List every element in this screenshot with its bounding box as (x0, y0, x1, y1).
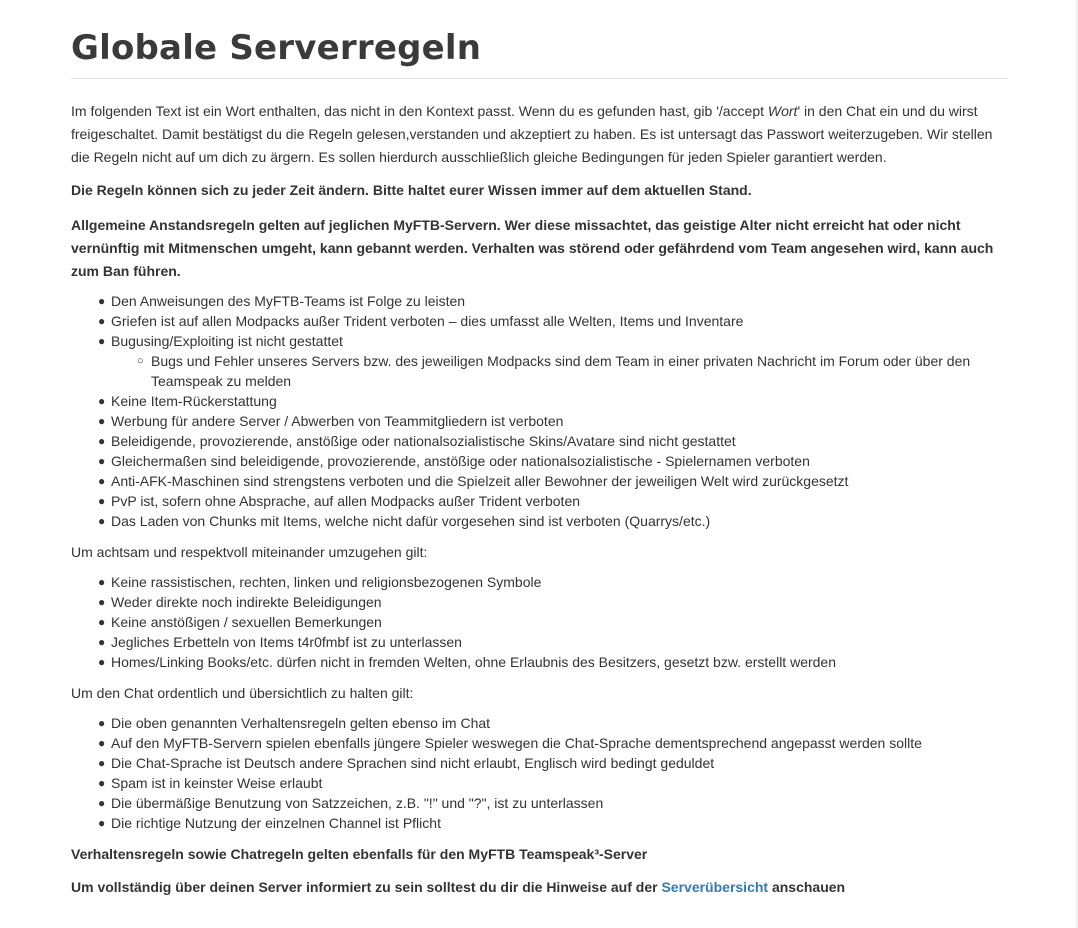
list-item: ● Keine rassistischen, rechten, linken und religionsbezogenen Symbole (98, 574, 542, 590)
bugusing-sublist (111, 351, 1008, 391)
bullet-icon: ● (98, 756, 106, 770)
change-notice: Die Regeln können sich zu jeder Zeit ändern. Bitte haltet eurer Wissen immer auf dem aktuellen Stand. (71, 182, 752, 198)
chat-heading: Um den Chat ordentlich und übersichtlich zu halten gilt: (71, 685, 414, 701)
sub-list-item: ○ Bugs und Fehler unseres Servers bzw. des jeweiligen Modpacks sind dem Team in einer privaten Nachricht im Forum oder über den Teamspeak zu melden (137, 353, 971, 389)
list-item: ● Keine anstößigen / sexuellen Bemerkungen (98, 614, 382, 630)
general-rules-paragraph: Allgemeine Anstandsregeln gelten auf jeglichen MyFTB-Servern. Wer diese missachtet, das geistige Alter nicht erreicht hat oder nicht vernünftig mit Mitmenschen umgeht, kann gebannt werden. Verhalten was störend oder gefährdend vom Team angesehen wird, kann auch zum Ban führen. (71, 217, 994, 279)
bullet-icon: ● (98, 796, 106, 810)
bullet-icon: ● (98, 776, 106, 790)
respect-heading: Um achtsam und respektvoll miteinander umzugehen gilt: (71, 544, 428, 560)
list-item: ● Den Anweisungen des MyFTB-Teams ist Folge zu leisten (98, 293, 466, 309)
server-overview-link[interactable]: Serverübersicht (661, 879, 769, 895)
list-item: ● Werbung für andere Server / Abwerben von Teammitgliedern ist verboten (98, 413, 564, 429)
list-item: ● Die richtige Nutzung der einzelnen Channel ist Pflicht (98, 815, 441, 831)
intro-text-start: Im folgenden Text ist ein Wort enthalten, das nicht in den Kontext passt. Wenn du es gefunden hast, gib '/accept (71, 103, 768, 119)
list-item: ● Anti-AFK-Maschinen sind strengstens verboten und die Spielzeit aller Bewohner der jeweiligen Welt wird zurückgesetzt (98, 473, 849, 489)
footer-text-start: Um vollständig über deinen Server informiert zu sein solltest du dir die Hinweise auf der (71, 879, 662, 895)
list-item: ● Weder direkte noch indirekte Beleidigungen (98, 594, 382, 610)
list-item: ● Die oben genannten Verhaltensregeln gelten ebenso im Chat (98, 715, 491, 731)
intro-italic-word: Wort (767, 103, 798, 119)
list-item: ● PvP ist, sofern ohne Absprache, auf allen Modpacks außer Trident verboten (98, 493, 581, 509)
bullet-icon: ● (98, 736, 106, 750)
list-item: ● Griefen ist auf allen Modpacks außer Trident verboten – dies umfasst alle Welten, Items und Inventare (98, 313, 744, 329)
bullet-icon: ● (98, 474, 106, 488)
bullet-icon: ● (98, 716, 106, 730)
list-item: ● Bugusing/Exploiting ist nicht gestattet ○ Bugs und Fehler unseres Servers bzw. des jeweiligen Modpacks sind dem Team in einer privaten Nachricht im Forum oder über den Teamspeak zu melden (111, 331, 1008, 391)
general-rules-list (71, 291, 1008, 531)
rules-content (71, 0, 1008, 899)
footer-paragraph (71, 876, 1008, 899)
circle-bullet-icon: ○ (137, 355, 144, 367)
intro-paragraph (71, 100, 1008, 169)
list-item: ● Die übermäßige Benutzung von Satzzeichen, z.B. "!" und "?", ist zu unterlassen (98, 795, 604, 811)
footer-text-end: anschauen (768, 879, 846, 895)
title-divider (71, 78, 1008, 79)
list-item: ● Gleichermaßen sind beleidigende, provozierende, anstößige oder nationalsozialistische - Spielernamen verboten (98, 453, 810, 469)
bullet-icon: ● (98, 615, 106, 629)
bullet-icon: ● (98, 575, 106, 589)
bullet-icon: ● (98, 334, 106, 348)
bullet-icon: ● (98, 816, 106, 830)
list-item: ● Beleidigende, provozierende, anstößige oder nationalsozialistische Skins/Avatare sind nicht gestattet (98, 433, 736, 449)
bullet-icon: ● (98, 454, 106, 468)
respect-rules-list (71, 572, 1008, 672)
bullet-icon: ● (98, 414, 106, 428)
chat-rules-list (71, 713, 1008, 833)
bullet-icon: ● (98, 434, 106, 448)
list-item: ● Die Chat-Sprache ist Deutsch andere Sprachen sind nicht erlaubt, Englisch wird bedingt geduldet (98, 755, 715, 771)
bullet-icon: ● (98, 394, 106, 408)
bullet-icon: ● (98, 595, 106, 609)
list-item: ● Keine Item-Rückerstattung (98, 393, 277, 409)
page-title: Globale Serverregeln (71, 28, 482, 68)
intro-text-end: ' in den Chat ein und du wirst freigeschaltet. Damit bestätigst du die Regeln gelesen,verstanden und akzeptiert zu haben. Es ist untersagt das Passwort weiterzugeben. Wir stellen die Regeln nicht auf um dich zu ärgern. Es sollen hierdurch ausschließlich gleiche Bedingungen für jeden Spieler garantiert werden. (71, 103, 993, 165)
list-item: ● Auf den MyFTB-Servern spielen ebenfalls jüngere Spieler weswegen die Chat-Sprache dementsprechend angepasst werden sollte (98, 735, 922, 751)
list-item: ● Homes/Linking Books/etc. dürfen nicht in fremden Welten, ohne Erlaubnis des Besitzers, gesetzt bzw. erstellt werden (98, 654, 836, 670)
bullet-icon: ● (98, 314, 106, 328)
bullet-icon: ● (98, 635, 106, 649)
teamspeak-notice: Verhaltensregeln sowie Chatregeln gelten ebenfalls für den MyFTB Teamspeak³-Server (71, 846, 648, 862)
bullet-icon: ● (98, 494, 106, 508)
list-item: ● Das Laden von Chunks mit Items, welche nicht dafür vorgesehen sind ist verboten (Quarrys/etc.) (98, 513, 711, 529)
list-item: ● Jegliches Erbetteln von Items t4r0fmbf ist zu unterlassen (98, 634, 462, 650)
bullet-icon: ● (98, 514, 106, 528)
bullet-icon: ● (98, 294, 106, 308)
bullet-icon: ● (98, 655, 106, 669)
list-item: ● Spam ist in keinster Weise erlaubt (98, 775, 323, 791)
